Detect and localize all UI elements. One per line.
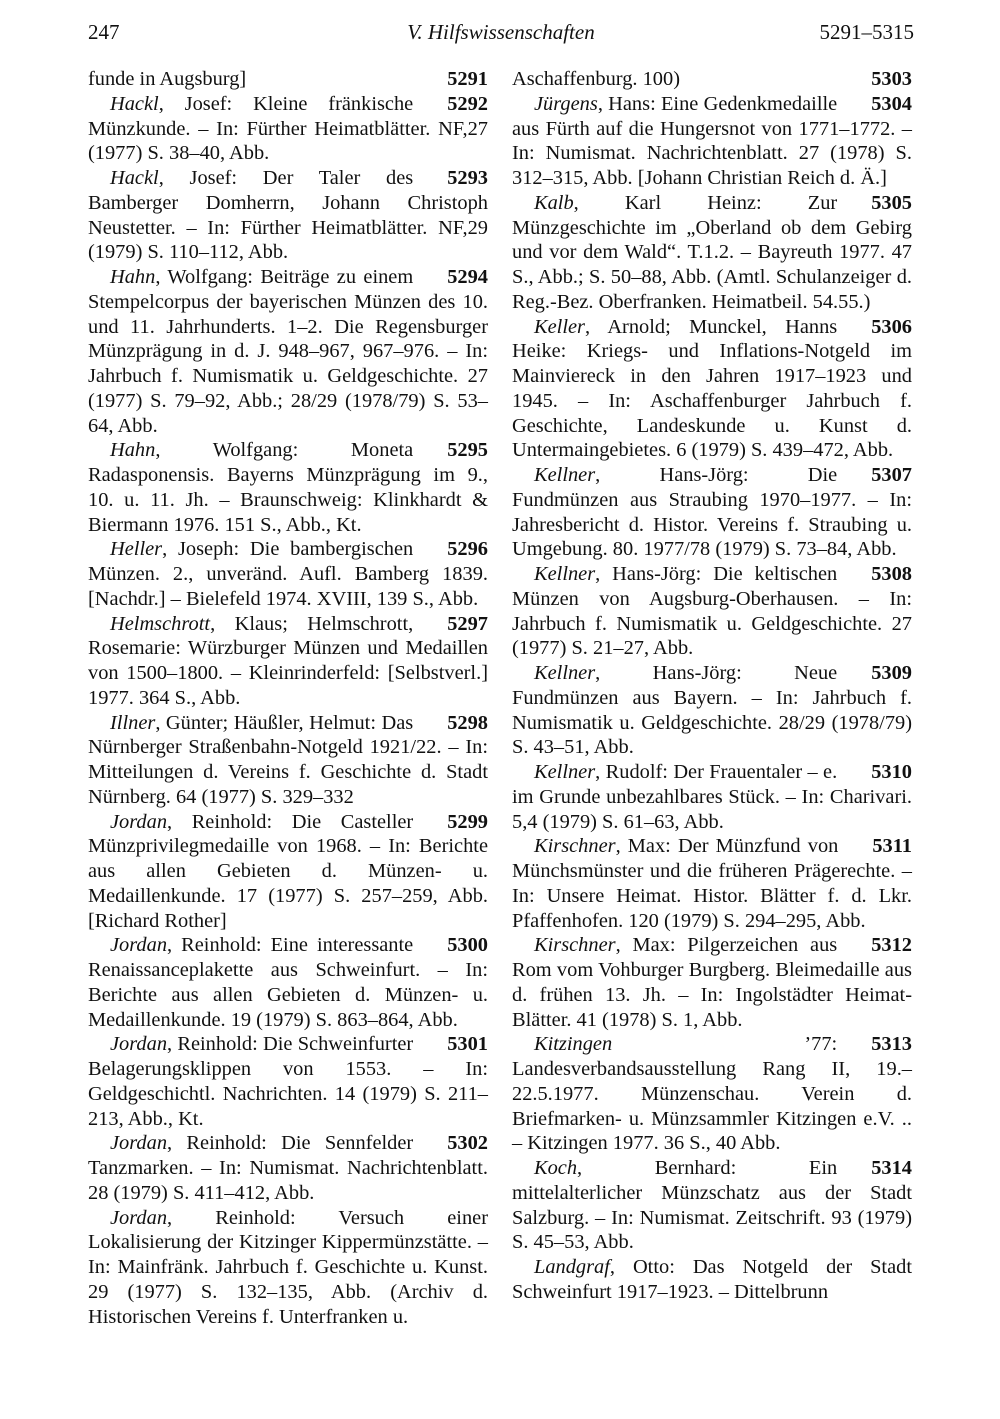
bibliography-entry — [88, 711, 488, 810]
entry-author: Kellner — [534, 563, 596, 585]
bibliography-entry — [512, 191, 912, 315]
entry-number: 5300 — [447, 934, 488, 957]
entry-author: Kirschner — [534, 934, 616, 957]
bibliography-entry — [88, 810, 488, 934]
entry-number: 5298 — [447, 711, 488, 734]
entry-number: 5297 — [447, 612, 488, 635]
entry-author: Hahn — [110, 439, 156, 462]
entry-text: , Hans-Jörg: Die keltischen Münzen von Augsburg-Oberhausen. – In: Jahrbuch f. Numismatik u. Geldgeschichte. 27 (1977) S. 21–27, Abb. — [512, 563, 912, 660]
entry-author: Jordan — [110, 1206, 168, 1229]
entry-number: 5314 — [871, 1157, 912, 1179]
entry-number: 5310 — [871, 761, 912, 783]
entry-text: , Klaus; Helmschrott, Rosemarie: Würzburger Münzen und Medaillen von 1500–1800. – Kleinrinderfeld: [Selbstverl.] 1977. 364 S., Abb. — [88, 612, 488, 709]
entry-text: , Reinhold: Die Schweinfurter Belagerungsklippen von 1553. – In: Geldgeschichtl. Nachrichten. 14 (1979) S. 211–213, Abb., Kt. — [88, 1033, 488, 1130]
entry-author: Jordan — [110, 1033, 168, 1056]
entry-text: , Joseph: Die bambergischen Münzen. 2., unveränd. Aufl. Bamberg 1839. [Nachdr.] – Bielefeld 1974. XVIII, 139 S., Abb. — [88, 538, 488, 610]
entry-text: , Reinhold: Die Casteller Münzprivilegmedaille von 1968. – In: Berichte aus allen Gebieten d. Münzen- u. Medaillenkunde. 17 (1977) S. 257–259, Abb. [Richard Rother] — [88, 810, 488, 932]
entry-author: Koch — [534, 1157, 578, 1179]
entry-number: 5291 — [447, 68, 488, 90]
entry-number: 5296 — [447, 538, 488, 561]
entry-text: , Josef: Der Taler des Bamberger Domherrn, Johann Christoph Neustetter. – In: Fürther Heimatblätter. NF,29 (1979) S. 110–112, Abb. — [88, 167, 488, 264]
entry-text: , Reinhold: Versuch einer Lokalisierung der Kitzinger Kippermünzstätte. – In: Mainfränk. Jahrbuch f. Geschichte u. Kunst. 29 (1977) S. 132–135, Abb. (Archiv d. Historischen Vereins f. Unterfranken u. — [88, 1206, 488, 1328]
entry-author: Kitzingen — [534, 1033, 613, 1056]
bibliography-entry — [88, 537, 488, 611]
entry-number: 5307 — [871, 464, 912, 486]
entry-author: Kellner — [534, 761, 596, 783]
page-number: 247 — [88, 20, 120, 44]
bibliography-entry — [512, 1032, 912, 1156]
entry-text: , Bernhard: Ein mittelalterlicher Münzschatz aus der Stadt Salzburg. – In: Numismat. Zeitschrift. 93 (1979) S. 45–53, Abb. — [512, 1157, 912, 1254]
entry-text: , Reinhold: Die Sennfelder Tanzmarken. – In: Numismat. Nachrichtenblatt. 28 (1979) S. 411–412, Abb. — [88, 1132, 488, 1204]
entry-author: Keller — [534, 315, 585, 338]
entry-author: Heller — [110, 538, 163, 561]
entry-number: 5306 — [871, 315, 912, 338]
entry-number: 5312 — [871, 934, 912, 957]
entry-number: 5311 — [872, 835, 912, 858]
bibliography-entry — [88, 1206, 488, 1330]
entry-author: Illner — [110, 711, 156, 734]
entry-author: Kalb — [534, 191, 574, 214]
entry-author: Helmschrott — [110, 612, 211, 635]
entry-text: funde in Augsburg] — [88, 68, 247, 90]
entry-text: , Hans-Jörg: Die Fundmünzen aus Straubing 1970–1977. – In: Jahresbericht d. Histor. Vereins f. Straubing u. Umgebung. 80. 1977/78 (1979) S. 73–84, Abb. — [512, 464, 912, 561]
bibliography-entry — [88, 438, 488, 537]
bibliography-entry — [512, 1156, 912, 1255]
entry-number: 5295 — [447, 439, 488, 462]
entry-number: 5313 — [871, 1033, 912, 1056]
bibliography-entry — [512, 315, 912, 464]
left-column — [88, 67, 488, 1329]
bibliography-entry — [88, 67, 488, 92]
bibliography-entry — [88, 1032, 488, 1131]
bibliography-entry — [512, 463, 912, 562]
entry-number: 5309 — [871, 662, 912, 684]
entry-author: Hahn — [110, 266, 156, 288]
entry-author: Jürgens — [534, 92, 598, 115]
entry-text: , Hans: Eine Gedenkmedaille aus Fürth auf die Hungersnot von 1771–1772. – In: Numismat. Nachrichtenblatt. 27 (1978) S. 312–315, Abb. [Johann Christian Reich d. Ä.] — [512, 92, 912, 189]
entry-author: Kirschner — [534, 835, 616, 858]
entry-author: Landgraf — [534, 1256, 610, 1278]
bibliography-entry — [512, 1255, 912, 1305]
entry-number: 5304 — [871, 92, 912, 115]
bibliography-entry — [88, 1131, 488, 1205]
entry-text: , Wolfgang: Beiträge zu einem Stempelcorpus der bayerischen Münzen des 10. und 11. Jahrhunderts. 1–2. Die Regensburger Münzprägung in d. J. 948–967, 967–976. – In: Jahrbuch f. Numismatik u. Geldgeschichte. 27 (1977) S. 79–92, Abb.; 28/29 (1978/79) S. 53–64, Abb. — [88, 266, 488, 437]
entry-text: , Karl Heinz: Zur Münzgeschichte im „Oberland ob dem Gebirg und vor dem Wald“. T.1.2. – Bayreuth 1977. 47 S., Abb.; S. 50–88, Abb. (Amtl. Schulanzeiger d. Reg.-Bez. Oberfranken. Heimatbeil. 54.55.) — [512, 191, 912, 313]
entry-text: , Reinhold: Eine interessante Renaissanceplakette aus Schweinfurt. – In: Berichte aus allen Gebieten d. Münzen- u. Medaillenkunde. 19 (1979) S. 863–864, Abb. — [88, 934, 488, 1031]
bibliography-entry — [88, 265, 488, 438]
entry-text: , Hans-Jörg: Neue Fundmünzen aus Bayern. – In: Jahrbuch f. Numismatik u. Geldgeschichte. 28/29 (1978/79) S. 43–51, Abb. — [512, 662, 912, 759]
running-head — [88, 20, 914, 50]
entry-number: 5294 — [447, 266, 488, 288]
entry-text: , Max: Pilgerzeichen aus Rom vom Vohburger Burgberg. Bleimedaille aus d. frühen 13. Jh. – In: Ingolstädter Heimat-Blätter. 41 (1978) S. 1, Abb. — [512, 934, 912, 1031]
entry-text: ’77: Landesverbandsausstellung Rang II, 19.–22.5.1977. Münzenschau. Verein d. Briefmarken- u. Münzsammler Kitzingen e.V. .. – Kitzingen 1977. 36 S., 40 Abb. — [512, 1033, 912, 1155]
section-title: V. Hilfswissenschaften — [407, 20, 595, 44]
bibliography-entry — [512, 67, 912, 92]
entry-author: Jordan — [110, 934, 168, 957]
right-column — [512, 67, 912, 1305]
entry-range: 5291–5315 — [819, 20, 914, 44]
bibliography-entry — [512, 562, 912, 661]
bibliography-entry — [88, 933, 488, 1032]
entry-text: , Max: Der Münzfund von Münchsmünster und die früheren Prägerechte. – In: Unsere Heimat. Histor. Blätter f. d. Lkr. Pfaffenhofen. 120 (1979) S. 294–295, Abb. — [512, 835, 912, 932]
entry-number: 5301 — [447, 1033, 488, 1056]
entry-number: 5308 — [871, 563, 912, 585]
entry-author: Jordan — [110, 810, 168, 833]
entry-author: Hackl — [110, 167, 159, 189]
entry-number: 5299 — [447, 810, 488, 833]
entry-number: 5293 — [447, 167, 488, 189]
bibliography-entry — [88, 92, 488, 166]
entry-number: 5292 — [447, 92, 488, 115]
entry-text: , Otto: Das Notgeld der Stadt Schweinfurt 1917–1923. – Dittelbrunn — [512, 1256, 912, 1303]
entry-number: 5305 — [871, 191, 912, 214]
entry-author: Kellner — [534, 662, 596, 684]
bibliography-entry — [512, 92, 912, 191]
entry-text: Aschaffenburg. 100) — [512, 68, 680, 90]
entry-number: 5303 — [871, 68, 912, 90]
bibliography-entry — [512, 760, 912, 834]
entry-author: Kellner — [534, 464, 596, 486]
bibliography-entry — [512, 834, 912, 933]
entry-text: , Günter; Häußler, Helmut: Das Nürnberger Straßenbahn-Notgeld 1921/22. – In: Mitteilungen d. Vereins f. Geschichte d. Stadt Nürnberg. 64 (1977) S. 329–332 — [88, 711, 488, 808]
entry-author: Jordan — [110, 1132, 168, 1155]
entry-text: , Josef: Kleine fränkische Münzkunde. – In: Fürther Heimatblätter. NF,27 (1977) S. 38–40, Abb. — [88, 92, 488, 165]
entry-text: , Wolfgang: Moneta Radasponensis. Bayerns Münzprägung im 9., 10. u. 11. Jh. – Braunschweig: Klinkhardt & Biermann 1976. 151 S., Abb., Kt. — [88, 439, 488, 536]
bibliography-entry — [88, 612, 488, 711]
entry-text: , Rudolf: Der Frauentaler – e. im Grunde unbezahlbares Stück. – In: Charivari. 5,4 (1979) S. 61–63, Abb. — [512, 761, 912, 833]
entry-author: Hackl — [110, 92, 159, 115]
bibliography-entry — [512, 661, 912, 760]
entry-number: 5302 — [447, 1132, 488, 1155]
bibliography-entry — [88, 166, 488, 265]
entry-text: , Arnold; Munckel, Hanns Heike: Kriegs- und Inflations-Notgeld im Mainviereck in den Jahren 1917–1923 und 1945. – In: Aschaffenburger Jahrbuch f. Geschichte, Landeskunde u. Kunst d. Untermaingebietes. 6 (1979) S. 439–472, Abb. — [512, 315, 912, 462]
bibliography-entry — [512, 933, 912, 1032]
